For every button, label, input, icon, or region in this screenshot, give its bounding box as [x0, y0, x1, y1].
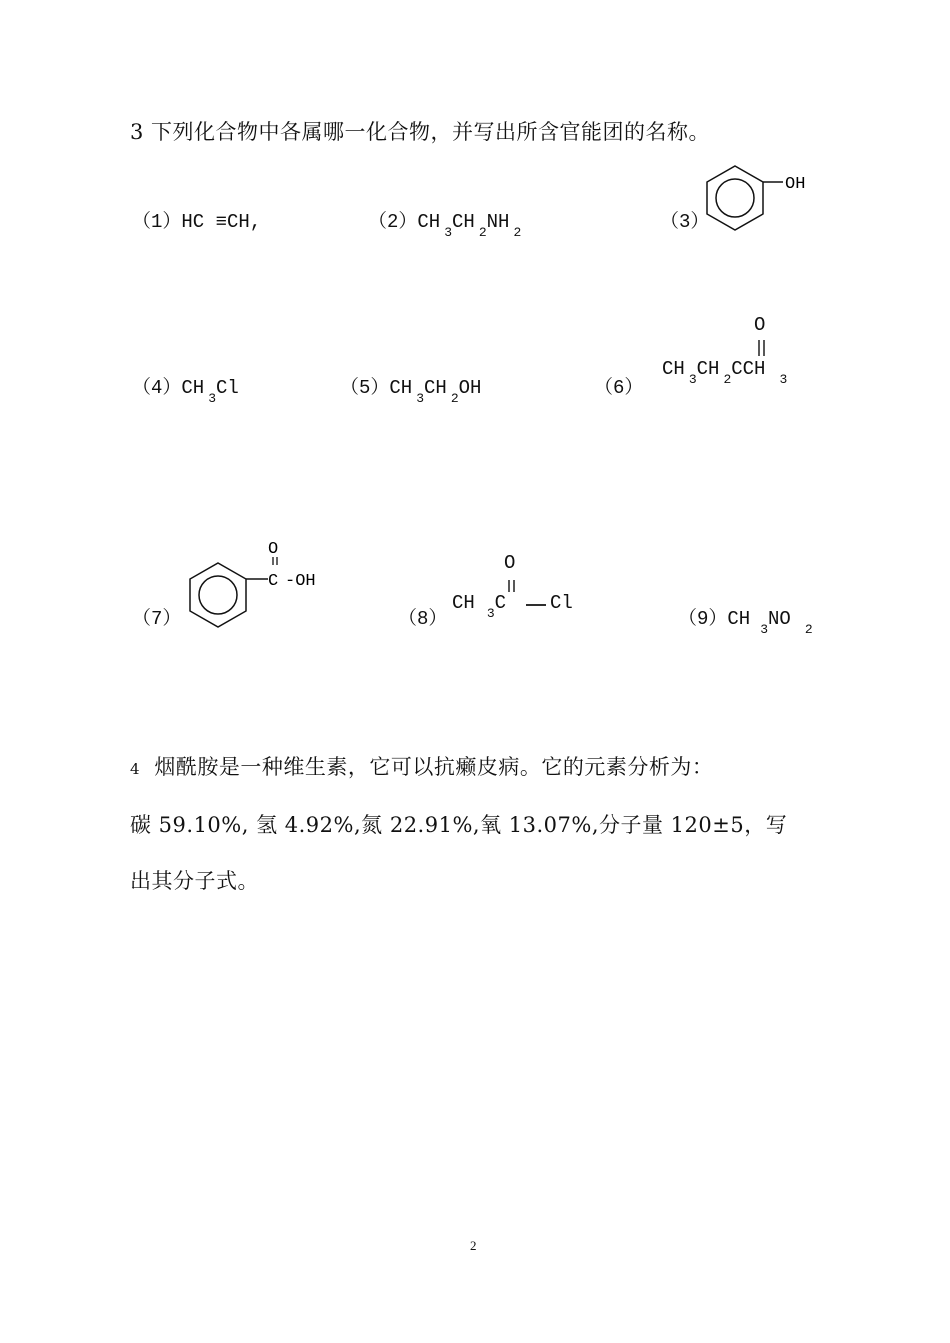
item-5-s2: 2 [450, 391, 459, 406]
item-2-s3: 2 [513, 225, 522, 240]
item-6-double-bond [756, 338, 768, 358]
item-6-f3: CCH [731, 358, 766, 380]
item-1-formula-a: HC [181, 211, 205, 233]
question-4-text-1: 烟酰胺是一种维生素，它可以抗癞皮病。它的元素分析为： [154, 755, 714, 779]
item-8-label: （8） [398, 608, 448, 630]
item-8-chlorine: Cl [550, 592, 573, 614]
item-6-oxygen: O [754, 314, 766, 336]
page-number: 2 [470, 1238, 477, 1253]
item-5 [340, 372, 482, 406]
item-8-s1: 3 [486, 606, 495, 621]
item-4-label: （4） [132, 377, 182, 399]
phenol-oh-label: OH [785, 175, 806, 194]
item-9-f2: NO [768, 608, 791, 630]
benzoic-o-label: O [268, 540, 279, 559]
item-5-label: （5） [340, 377, 390, 399]
item-8-double-bond [506, 578, 518, 594]
phenol-structure [705, 160, 835, 240]
item-4-f1: CH [181, 377, 205, 399]
item-6-formula [662, 358, 788, 387]
item-5-f1: CH [389, 377, 413, 399]
item-1-formula-b: ≡CH, [215, 211, 262, 233]
question-4-line-1 [130, 757, 713, 778]
item-3-label: （3） [660, 211, 710, 233]
item-1-label: （1） [132, 211, 182, 233]
item-8-f1: CH [452, 592, 475, 614]
item-8-formula [452, 592, 507, 621]
item-2-s2: 2 [478, 225, 487, 240]
question-4-line-3: 出其分子式。 [130, 869, 259, 893]
item-2-f1: CH [417, 211, 441, 233]
question-4-number: 4 [130, 760, 141, 778]
item-6-s2: 2 [723, 372, 732, 387]
item-2-f3: NH [486, 211, 510, 233]
item-8-single-bond [524, 602, 548, 608]
item-2-s1: 3 [444, 225, 453, 240]
item-5-f3: OH [458, 377, 482, 399]
item-9-f1: CH [727, 608, 751, 630]
item-9-label: （9） [678, 608, 728, 630]
item-5-s1: 3 [416, 391, 425, 406]
item-6-s1: 3 [688, 372, 697, 387]
question-4-line-2: 碳 59.10%, 氢 4.92%,氮 22.91%,氧 13.07%,分子量 120±5，写 [130, 813, 788, 837]
item-1 [132, 206, 261, 233]
benzoic-c-label: C [268, 572, 279, 591]
item-6-label: （6） [594, 377, 644, 399]
item-5-f2: CH [424, 377, 447, 399]
benzoic-acid-structure [186, 535, 336, 630]
item-7-label: （7） [132, 608, 182, 630]
item-8-c: C [494, 592, 507, 614]
item-4-s1: 3 [208, 391, 217, 406]
item-2 [368, 206, 522, 240]
item-9-s1: 3 [760, 622, 769, 637]
benzoic-oh-label: -OH [285, 572, 316, 591]
item-2-label: （2） [368, 211, 418, 233]
item-4-f2: Cl [216, 377, 239, 399]
item-2-f2: CH [452, 211, 475, 233]
item-6-f1: CH [662, 358, 685, 380]
item-9 [678, 603, 813, 637]
item-6-f2: CH [696, 358, 720, 380]
question-3-title: 3 下列化合物中各属哪一化合物，并写出所含官能团的名称。 [130, 120, 711, 144]
item-9-s2: 2 [804, 622, 813, 637]
item-8-oxygen: O [504, 552, 516, 574]
item-6-s3: 3 [779, 372, 788, 387]
item-4 [132, 372, 239, 406]
